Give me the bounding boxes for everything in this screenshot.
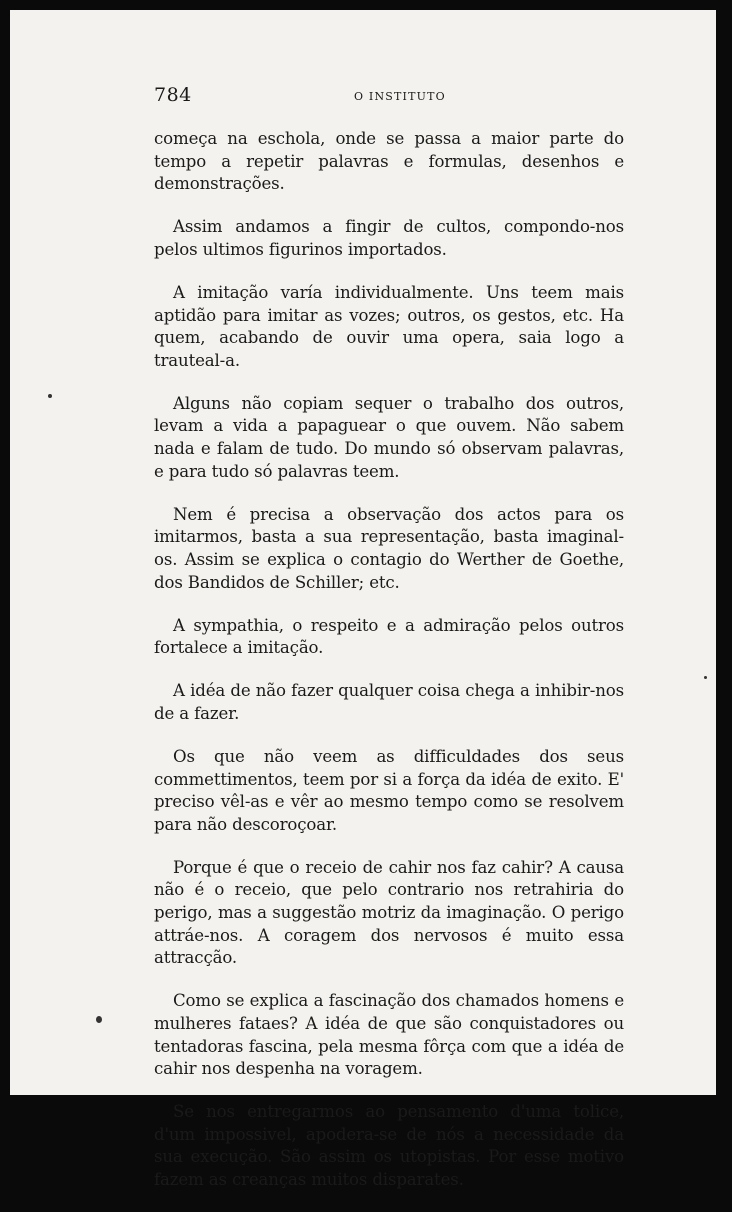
- ink-speck: [96, 1016, 102, 1023]
- paragraph: Como se explica a fascinação dos chamados homens e mulheres fataes? A idéa de que são conquistadores ou tentadoras fascina, pela mesma fôrça com que a idéa de cahir nos despenha na voragem.: [154, 991, 624, 1079]
- ink-speck: [704, 676, 707, 679]
- paragraph: Alguns não copiam sequer o trabalho dos outros, levam a vida a papaguear o que ouvem. Não sabem nada e falam de tudo. Do mundo só observam palavras, e para tudo só palavras teem.: [154, 393, 624, 481]
- book-page: [10, 10, 716, 1189]
- paragraph: Se nos entregarmos ao pensamento d'uma tolice, d'um impossivel, apodera-se de nós a necessidade da sua execução. São assim os utopistas. Por esse motivo fazem as creanças muitos disparates.: [154, 1102, 624, 1189]
- body-text: [154, 128, 624, 1212]
- running-title: O INSTITUTO: [354, 90, 446, 103]
- paragraph: A idéa de não fazer qualquer coisa chega a inhibir-nos de a fazer.: [154, 681, 624, 723]
- paragraph: Os que não veem as difficuldades dos seus commettimentos, teem por si a força da idéa de exito. E' preciso vêl-as e vêr ao mesmo tempo como se resolvem para não descoroçoar.: [154, 746, 624, 834]
- paragraph: A sympathia, o respeito e a admiração pelos outros fortalece a imitação.: [154, 615, 624, 658]
- page-header: [154, 84, 624, 114]
- page-frame: [10, 10, 716, 1189]
- ink-speck: [48, 394, 52, 398]
- paragraph: começa na eschola, onde se passa a maior parte do tempo a repetir palavras e formulas, desenhos e demonstrações.: [154, 129, 624, 194]
- paragraph: Nem é precisa a observação dos actos para os imitarmos, basta a sua representação, basta imaginal-os. Assim se explica o contagio do Werther de Goethe, dos Bandidos de Schiller; etc.: [154, 504, 624, 592]
- paragraph: A imitação varía individualmente. Uns teem mais aptidão para imitar as vozes; outros, os gestos, etc. Ha quem, acabando de ouvir uma opera, saia logo a trauteal-a.: [154, 282, 624, 370]
- paragraph: Assim andamos a fingir de cultos, compondo-nos pelos ultimos figurinos importados.: [154, 217, 624, 259]
- paragraph: Porque é que o receio de cahir nos faz cahir? A causa não é o receio, que pelo contrario nos retrahiria do perigo, mas a suggestão motriz da imaginação. O perigo attráe-nos. A coragem dos nervosos é muito essa attracção.: [154, 857, 624, 968]
- page-number: 784: [154, 84, 192, 106]
